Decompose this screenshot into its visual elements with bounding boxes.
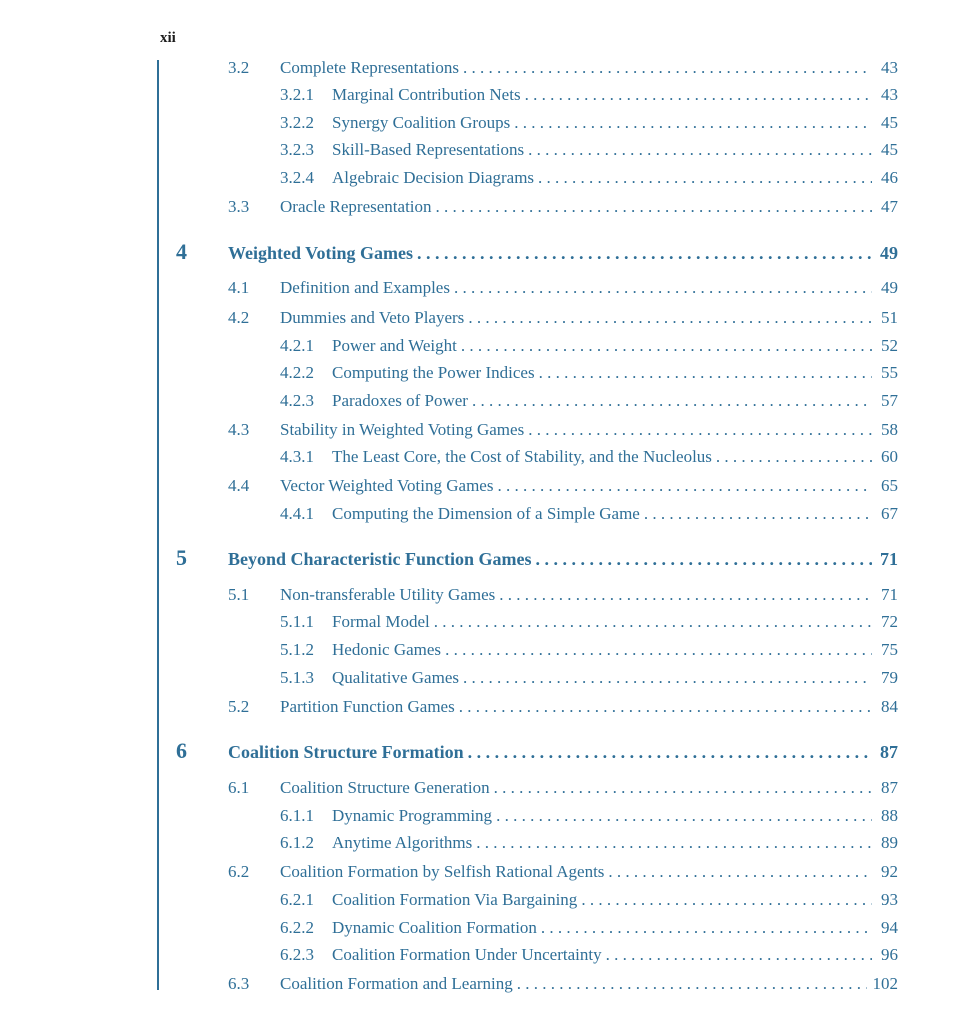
dot-leader xyxy=(454,277,872,299)
entry-page-number: 93 xyxy=(872,889,898,911)
entry-title: Anytime Algorithms xyxy=(332,832,476,854)
entry-page-number: 51 xyxy=(872,307,898,329)
entry-page-number: 75 xyxy=(872,639,898,661)
entry-page-number: 89 xyxy=(872,832,898,854)
entry-number: 4.2.2 xyxy=(280,363,314,382)
entry-title: Coalition Formation Under Uncertainty xyxy=(332,944,606,966)
entry-number: 5.1.3 xyxy=(280,668,314,687)
entry-page-number: 47 xyxy=(872,196,898,218)
entry-page-number: 65 xyxy=(872,475,898,497)
entry-number: 5.1.1 xyxy=(280,612,314,631)
entry-number: 3.2.3 xyxy=(280,140,314,159)
entry-number: 6.2.2 xyxy=(280,918,314,937)
dot-leader xyxy=(463,667,872,689)
entry-page-number: 71 xyxy=(872,584,898,606)
entry-title: Coalition Structure Generation xyxy=(280,777,494,799)
entry-title: Algebraic Decision Diagrams xyxy=(332,167,538,189)
entry-number: 5.2 xyxy=(228,697,250,716)
entry-number: 6.1.1 xyxy=(280,806,314,825)
entry-number: 6.1.2 xyxy=(280,833,314,852)
dot-leader xyxy=(434,611,872,633)
dot-leader xyxy=(417,242,872,264)
entry-title: The Least Core, the Cost of Stability, and the Nucleolus xyxy=(332,446,716,468)
dot-leader xyxy=(539,362,872,384)
dot-leader xyxy=(472,390,872,412)
entry-page-number: 102 xyxy=(867,973,899,995)
entry-page-number: 84 xyxy=(872,696,898,718)
entry-title: Power and Weight xyxy=(332,335,461,357)
entry-title: Partition Function Games xyxy=(280,696,459,718)
dot-leader xyxy=(461,335,872,357)
entry-number: 4.3.1 xyxy=(280,447,314,466)
toc-section-entry[interactable] xyxy=(228,419,898,441)
entry-title: Non-transferable Utility Games xyxy=(280,584,499,606)
entry-page-number: 71 xyxy=(872,548,898,570)
toc-chapter-entry[interactable] xyxy=(176,738,898,763)
entry-number: 6.2 xyxy=(228,862,250,881)
dot-leader xyxy=(644,503,872,525)
entry-number: 4.2.1 xyxy=(280,336,314,355)
entry-page-number: 52 xyxy=(872,335,898,357)
dot-leader xyxy=(528,139,872,161)
toc-section-entry[interactable] xyxy=(228,277,898,299)
entry-number: 5 xyxy=(176,545,187,570)
entry-number: 5.1 xyxy=(228,585,250,604)
entry-title: Oracle Representation xyxy=(280,196,436,218)
toc-section-entry[interactable] xyxy=(228,196,898,218)
dot-leader xyxy=(476,832,872,854)
entry-title: Weighted Voting Games xyxy=(228,242,417,264)
dot-leader xyxy=(606,944,872,966)
entry-page-number: 58 xyxy=(872,419,898,441)
entry-page-number: 92 xyxy=(872,861,898,883)
entry-title: Formal Model xyxy=(332,611,434,633)
toc-section-entry[interactable] xyxy=(228,584,898,606)
toc-subsection-entry[interactable] xyxy=(280,167,898,189)
entry-page-number: 49 xyxy=(872,277,898,299)
entry-title: Dynamic Programming xyxy=(332,805,496,827)
dot-leader xyxy=(525,84,872,106)
toc-subsection-entry[interactable] xyxy=(280,944,898,966)
entry-title: Dummies and Veto Players xyxy=(280,307,468,329)
entry-title: Complete Representations xyxy=(280,57,463,79)
dot-leader xyxy=(535,548,872,570)
entry-number: 6.3 xyxy=(228,974,250,993)
entry-page-number: 72 xyxy=(872,611,898,633)
margin-rule xyxy=(157,60,159,990)
dot-leader xyxy=(517,973,867,995)
entry-title: Vector Weighted Voting Games xyxy=(280,475,497,497)
entry-number: 5.1.2 xyxy=(280,640,314,659)
dot-leader xyxy=(541,917,872,939)
dot-leader xyxy=(463,57,872,79)
entry-page-number: 87 xyxy=(872,777,898,799)
dot-leader xyxy=(494,777,872,799)
entry-number: 3.3 xyxy=(228,197,250,216)
entry-page-number: 55 xyxy=(872,362,898,384)
dot-leader xyxy=(528,419,872,441)
entry-title: Computing the Dimension of a Simple Game xyxy=(332,503,644,525)
entry-number: 4.2.3 xyxy=(280,391,314,410)
toc-subsection-entry[interactable] xyxy=(280,139,898,161)
entry-page-number: 46 xyxy=(872,167,898,189)
entry-number: 4.4 xyxy=(228,476,250,495)
dot-leader xyxy=(497,475,872,497)
dot-leader xyxy=(445,639,872,661)
entry-title: Skill-Based Representations xyxy=(332,139,528,161)
entry-title: Hedonic Games xyxy=(332,639,445,661)
entry-number: 3.2 xyxy=(228,58,250,77)
toc-subsection-entry[interactable] xyxy=(280,832,898,854)
entry-page-number: 88 xyxy=(872,805,898,827)
toc-chapter-entry[interactable] xyxy=(176,239,898,264)
entry-number: 4.3 xyxy=(228,420,250,439)
toc-section-entry[interactable] xyxy=(228,307,898,329)
dot-leader xyxy=(436,196,872,218)
toc-subsection-entry[interactable] xyxy=(280,84,898,106)
toc-subsection-entry[interactable] xyxy=(280,390,898,412)
page-number: xii xyxy=(160,30,176,46)
toc-section-entry[interactable] xyxy=(228,696,898,718)
toc-subsection-entry[interactable] xyxy=(280,112,898,134)
entry-page-number: 45 xyxy=(872,139,898,161)
dot-leader xyxy=(538,167,872,189)
entry-title: Definition and Examples xyxy=(280,277,454,299)
entry-title: Coalition Formation by Selfish Rational Agents xyxy=(280,861,608,883)
entry-number: 3.2.4 xyxy=(280,168,314,187)
toc-chapter-entry[interactable] xyxy=(176,545,898,570)
entry-title: Synergy Coalition Groups xyxy=(332,112,514,134)
entry-number: 4 xyxy=(176,239,187,264)
entry-page-number: 79 xyxy=(872,667,898,689)
entry-title: Beyond Characteristic Function Games xyxy=(228,548,535,570)
entry-title: Paradoxes of Power xyxy=(332,390,472,412)
dot-leader xyxy=(468,307,872,329)
dot-leader xyxy=(716,446,872,468)
toc-section-entry[interactable] xyxy=(228,475,898,497)
dot-leader xyxy=(581,889,872,911)
dot-leader xyxy=(496,805,872,827)
dot-leader xyxy=(514,112,872,134)
toc-subsection-entry[interactable] xyxy=(280,805,898,827)
entry-number: 6.2.1 xyxy=(280,890,314,909)
toc-subsection-entry[interactable] xyxy=(280,446,898,468)
dot-leader xyxy=(608,861,872,883)
toc-subsection-entry[interactable] xyxy=(280,667,898,689)
entry-title: Marginal Contribution Nets xyxy=(332,84,525,106)
entry-number: 6 xyxy=(176,738,187,763)
toc-subsection-entry[interactable] xyxy=(280,917,898,939)
entry-title: Stability in Weighted Voting Games xyxy=(280,419,528,441)
entry-title: Coalition Formation Via Bargaining xyxy=(332,889,581,911)
entry-title: Coalition Structure Formation xyxy=(228,741,468,763)
entry-page-number: 49 xyxy=(872,242,898,264)
entry-number: 4.1 xyxy=(228,278,250,297)
entry-page-number: 60 xyxy=(872,446,898,468)
entry-title: Coalition Formation and Learning xyxy=(280,973,517,995)
toc-section-entry[interactable] xyxy=(228,57,898,79)
dot-leader xyxy=(499,584,872,606)
entry-title: Qualitative Games xyxy=(332,667,463,689)
toc-subsection-entry[interactable] xyxy=(280,639,898,661)
entry-title: Computing the Power Indices xyxy=(332,362,539,384)
entry-page-number: 43 xyxy=(872,57,898,79)
toc-subsection-entry[interactable] xyxy=(280,362,898,384)
toc-subsection-entry[interactable] xyxy=(280,335,898,357)
dot-leader xyxy=(459,696,872,718)
toc-section-entry[interactable] xyxy=(228,777,898,799)
entry-number: 3.2.1 xyxy=(280,85,314,104)
entry-page-number: 45 xyxy=(872,112,898,134)
entry-page-number: 57 xyxy=(872,390,898,412)
entry-page-number: 94 xyxy=(872,917,898,939)
entry-number: 4.2 xyxy=(228,308,250,327)
entry-page-number: 87 xyxy=(872,741,898,763)
entry-number: 6.1 xyxy=(228,778,250,797)
entry-page-number: 43 xyxy=(872,84,898,106)
entry-page-number: 67 xyxy=(872,503,898,525)
entry-number: 6.2.3 xyxy=(280,945,314,964)
toc-section-entry[interactable] xyxy=(228,973,898,995)
entry-number: 4.4.1 xyxy=(280,504,314,523)
toc-section-entry[interactable] xyxy=(228,861,898,883)
toc-subsection-entry[interactable] xyxy=(280,503,898,525)
entry-number: 3.2.2 xyxy=(280,113,314,132)
toc-subsection-entry[interactable] xyxy=(280,611,898,633)
toc-subsection-entry[interactable] xyxy=(280,889,898,911)
entry-page-number: 96 xyxy=(872,944,898,966)
dot-leader xyxy=(468,741,872,763)
entry-title: Dynamic Coalition Formation xyxy=(332,917,541,939)
